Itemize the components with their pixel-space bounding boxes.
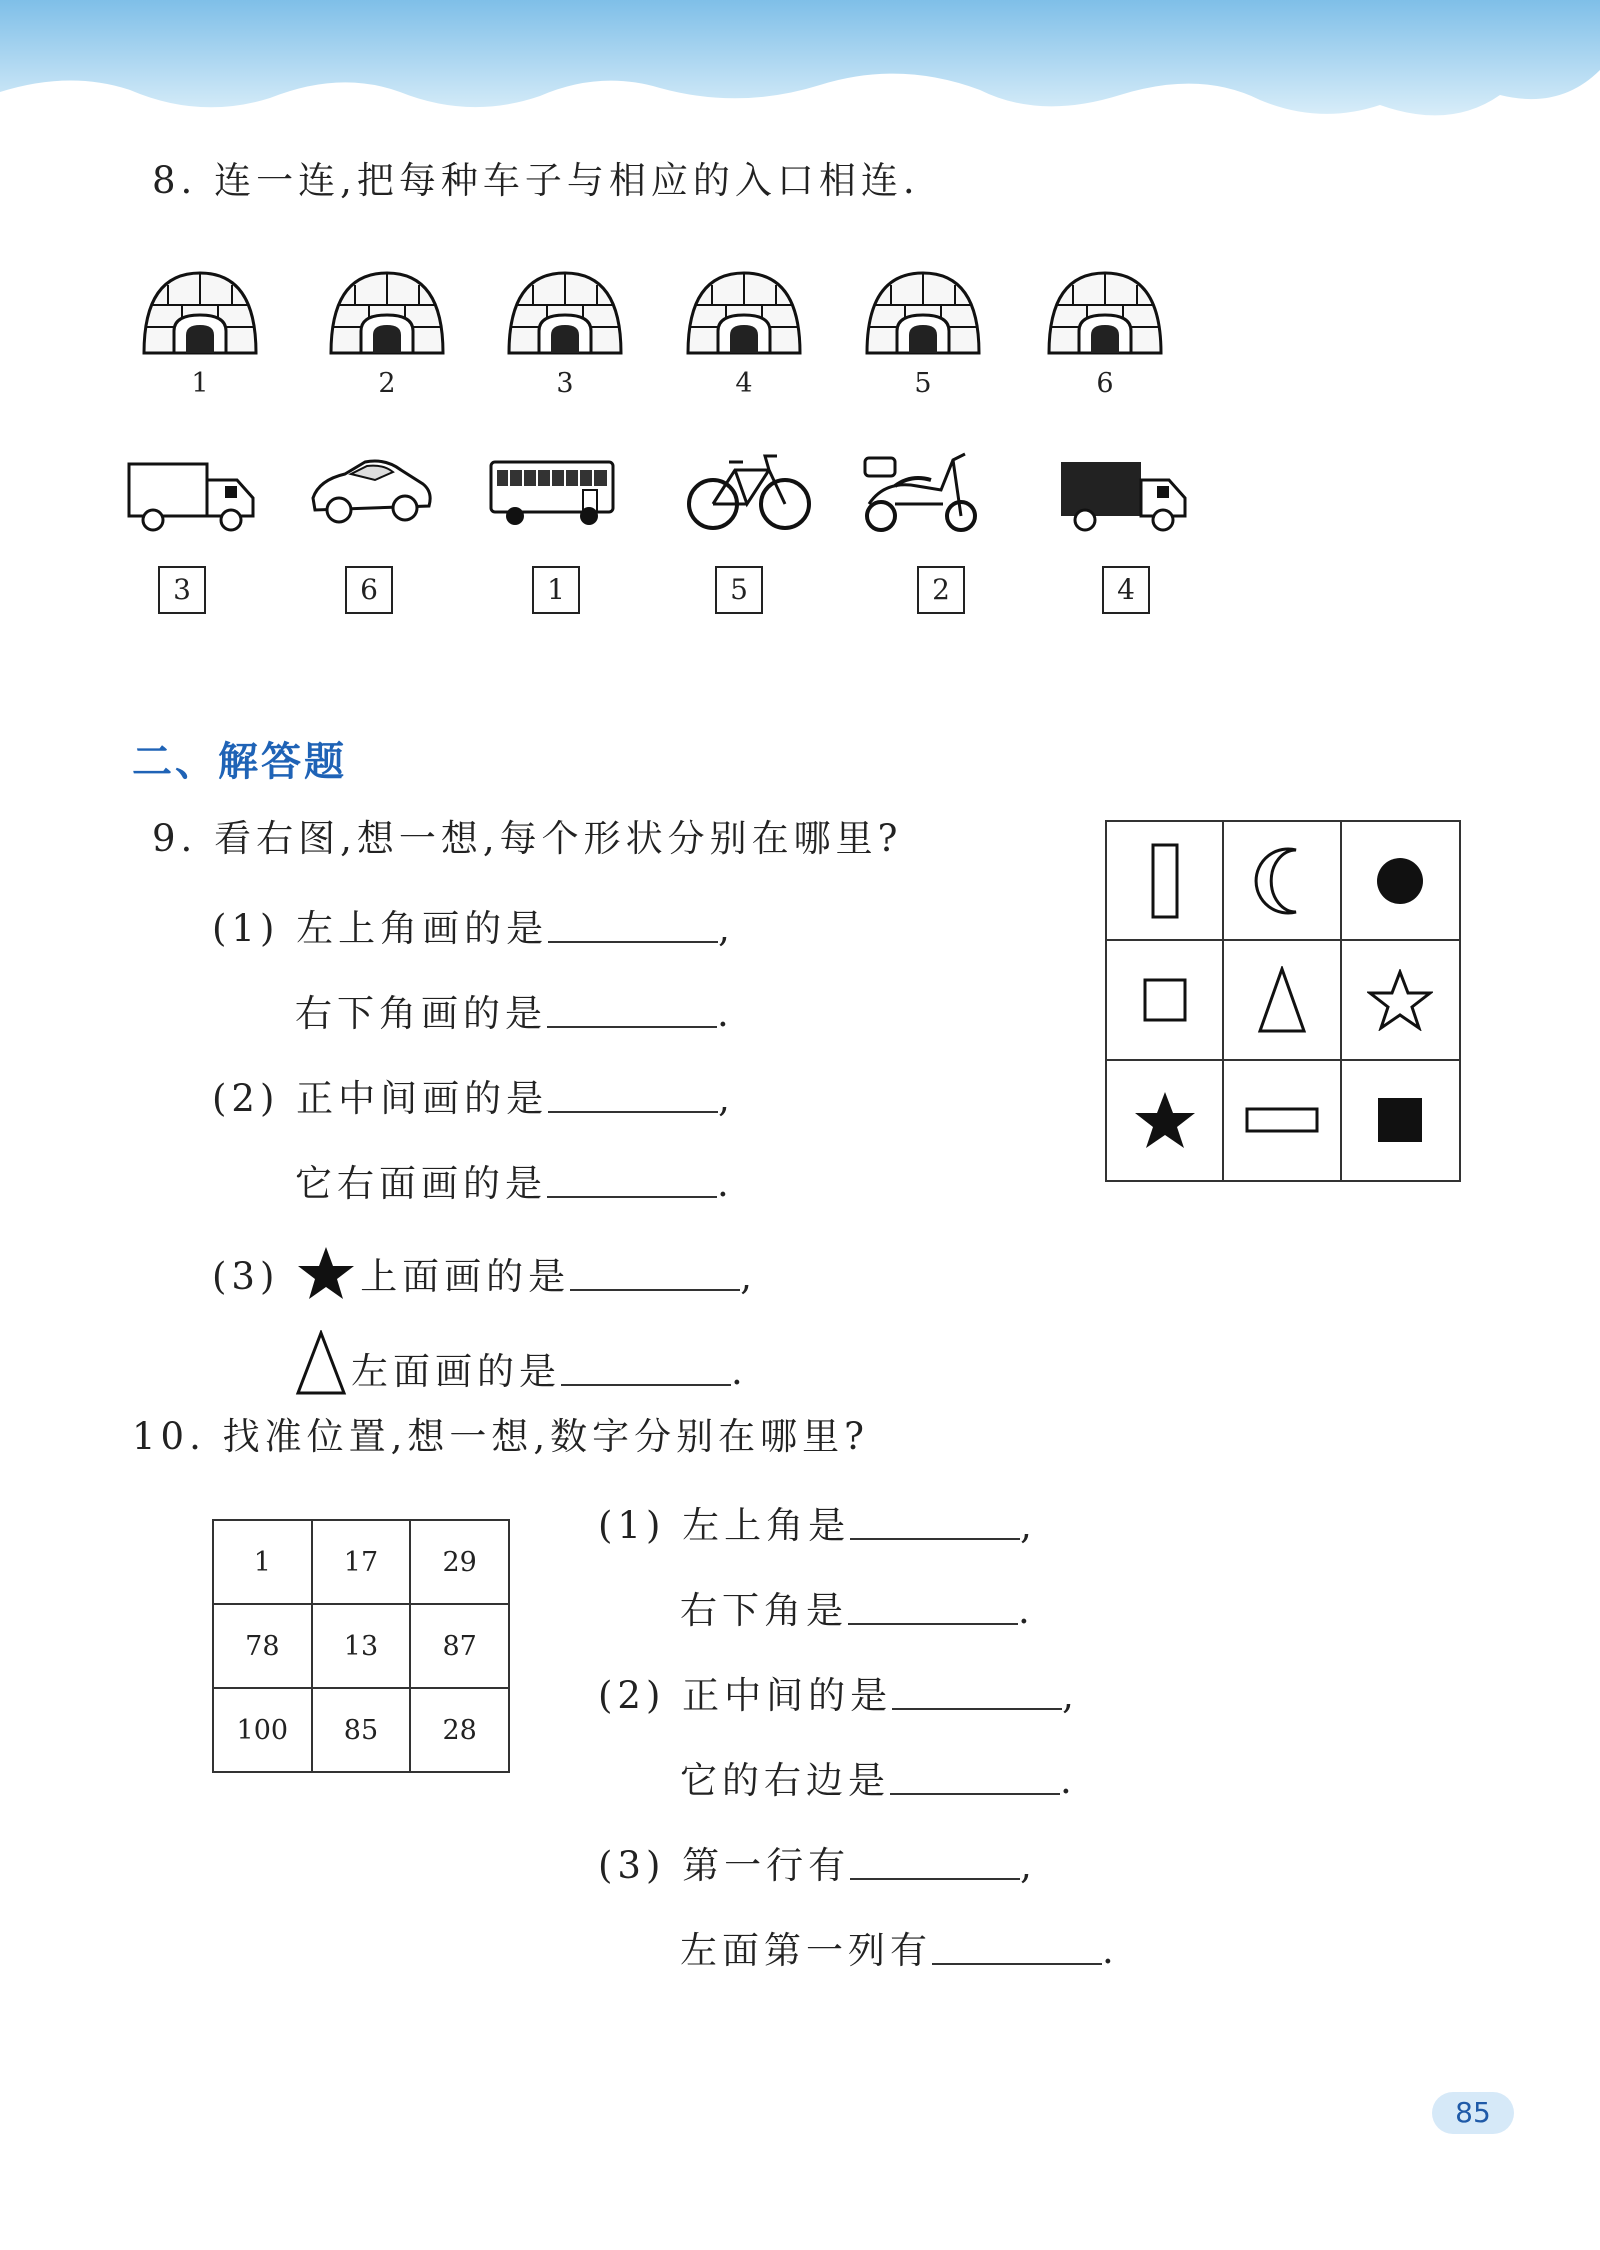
grid-cell: 13: [312, 1604, 411, 1688]
shape-cell: [1342, 822, 1459, 941]
comma: ,: [718, 907, 735, 950]
comma: ,: [718, 1077, 735, 1120]
period: .: [1060, 1759, 1077, 1802]
shape-cell: [1224, 822, 1341, 941]
igloo-label: 1: [191, 368, 209, 399]
q9-part2b-label: 它右面画的是: [295, 1162, 547, 1205]
question-10-text: 10. 找准位置,想一想,数字分别在哪里?: [132, 1415, 869, 1458]
q9-part2-line2: [295, 1160, 734, 1205]
igloo-entrance-icon: [138, 265, 262, 365]
comma: ,: [1062, 1674, 1079, 1717]
page-number: 85: [1432, 2092, 1514, 2134]
q9-part2a-label: (2) 正中间画的是: [212, 1077, 549, 1120]
igloo-entrance-icon: [1043, 265, 1167, 365]
answer-blank[interactable]: [548, 1075, 718, 1113]
q10-part2-line2: [680, 1757, 1077, 1802]
section-title: 二、解答题: [132, 739, 347, 785]
crescent-moon-icon: [1252, 846, 1312, 916]
square-outline-icon: [1142, 977, 1188, 1023]
q9-part3-line2: [295, 1330, 748, 1396]
grid-cell: 85: [312, 1688, 411, 1772]
answer-blank[interactable]: [547, 990, 717, 1028]
vehicle-number-box: 5: [715, 566, 763, 614]
shape-cell: [1107, 941, 1224, 1060]
answer-blank[interactable]: [548, 905, 718, 943]
vehicle-number-box: 2: [917, 566, 965, 614]
q10-part3b-label: 左面第一列有: [680, 1929, 932, 1972]
igloo-label: 3: [556, 368, 574, 399]
comma: ,: [740, 1255, 757, 1298]
filled-star-icon: [1132, 1089, 1198, 1151]
filled-circle-icon: [1375, 856, 1425, 906]
vehicle-number-box: 3: [158, 566, 206, 614]
q9-part2-line1: [212, 1075, 735, 1120]
truck-solid-icon[interactable]: [1057, 440, 1189, 544]
igloo-label: 5: [914, 368, 932, 399]
q10-part1-line1: [598, 1502, 1037, 1547]
period: .: [1018, 1589, 1035, 1632]
answer-blank[interactable]: [848, 1587, 1018, 1625]
shape-cell: [1107, 1061, 1224, 1180]
igloo-entrance-icon: [682, 265, 806, 365]
number-grid: [212, 1519, 510, 1773]
grid-cell: 28: [410, 1688, 509, 1772]
q10-part2b-label: 它的右边是: [680, 1759, 890, 1802]
tall-rectangle-icon: [1150, 842, 1180, 920]
igloo-entrance-icon: [861, 265, 985, 365]
shape-cell: [1107, 822, 1224, 941]
igloo-entrance-icon: [503, 265, 627, 365]
scooter-icon[interactable]: [855, 440, 987, 544]
shape-cell: [1224, 941, 1341, 1060]
shape-cell: [1342, 941, 1459, 1060]
bicycle-icon[interactable]: [683, 440, 815, 544]
comma: ,: [1020, 1504, 1037, 1547]
period: .: [717, 992, 734, 1035]
answer-blank[interactable]: [850, 1842, 1020, 1880]
q9-part1b-label: 右下角画的是: [295, 992, 547, 1035]
q10-part1-line2: [680, 1587, 1035, 1632]
grid-cell: 29: [410, 1520, 509, 1604]
answer-blank[interactable]: [570, 1253, 740, 1291]
q9-part3-label: (3): [212, 1255, 280, 1298]
vehicle-number-box: 6: [345, 566, 393, 614]
triangle-outline-icon: [295, 1330, 347, 1396]
igloo-label: 2: [378, 368, 396, 399]
wide-rectangle-icon: [1244, 1106, 1320, 1134]
truck-outline-icon[interactable]: [125, 440, 257, 544]
q9-part1-line1: [212, 905, 735, 950]
answer-blank[interactable]: [547, 1160, 717, 1198]
sky-cloud-banner: [0, 0, 1600, 135]
question-8-text: 8. 连一连,把每种车子与相应的入口相连.: [152, 159, 920, 202]
q9-part3a-label: 上面画的是: [360, 1255, 571, 1298]
answer-blank[interactable]: [890, 1757, 1060, 1795]
answer-blank[interactable]: [932, 1927, 1102, 1965]
bus-icon[interactable]: [487, 440, 619, 544]
filled-star-icon: [296, 1245, 356, 1301]
triangle-outline-icon: [1257, 966, 1307, 1034]
shape-cell: [1342, 1061, 1459, 1180]
grid-cell: 100: [213, 1688, 312, 1772]
filled-square-icon: [1376, 1096, 1424, 1144]
q10-part1a-label: (1) 左上角是: [598, 1504, 851, 1547]
answer-blank[interactable]: [561, 1348, 731, 1386]
q9-part1a-label: (1) 左上角画的是: [212, 907, 549, 950]
grid-cell: 1: [213, 1520, 312, 1604]
grid-cell: 87: [410, 1604, 509, 1688]
igloo-label: 6: [1096, 368, 1114, 399]
q9-part1-line2: [295, 990, 734, 1035]
q10-part2a-label: (2) 正中间的是: [598, 1674, 893, 1717]
q10-part3-line2: [680, 1927, 1119, 1972]
q10-part3a-label: (3) 第一行有: [598, 1844, 851, 1887]
q10-part3-line1: [598, 1842, 1037, 1887]
q9-part3b-label: 左面画的是: [351, 1350, 561, 1393]
question-9-text: 9. 看右图,想一想,每个形状分别在哪里?: [152, 817, 903, 860]
comma: ,: [1020, 1844, 1037, 1887]
grid-cell: 78: [213, 1604, 312, 1688]
q10-part1b-label: 右下角是: [680, 1589, 848, 1632]
grid-cell: 17: [312, 1520, 411, 1604]
shape-grid: [1105, 820, 1461, 1182]
q9-part3-line1: [212, 1245, 757, 1301]
vehicle-number-box: 1: [532, 566, 580, 614]
vehicle-number-box: 4: [1102, 566, 1150, 614]
period: .: [731, 1350, 748, 1393]
sports-car-icon[interactable]: [305, 440, 437, 544]
igloo-entrance-icon: [325, 265, 449, 365]
star-outline-icon: [1367, 969, 1433, 1031]
shape-cell: [1224, 1061, 1341, 1180]
igloo-label: 4: [735, 368, 753, 399]
period: .: [717, 1162, 734, 1205]
q10-part2-line1: [598, 1672, 1079, 1717]
answer-blank[interactable]: [892, 1672, 1062, 1710]
answer-blank[interactable]: [850, 1502, 1020, 1540]
period: .: [1102, 1929, 1119, 1972]
